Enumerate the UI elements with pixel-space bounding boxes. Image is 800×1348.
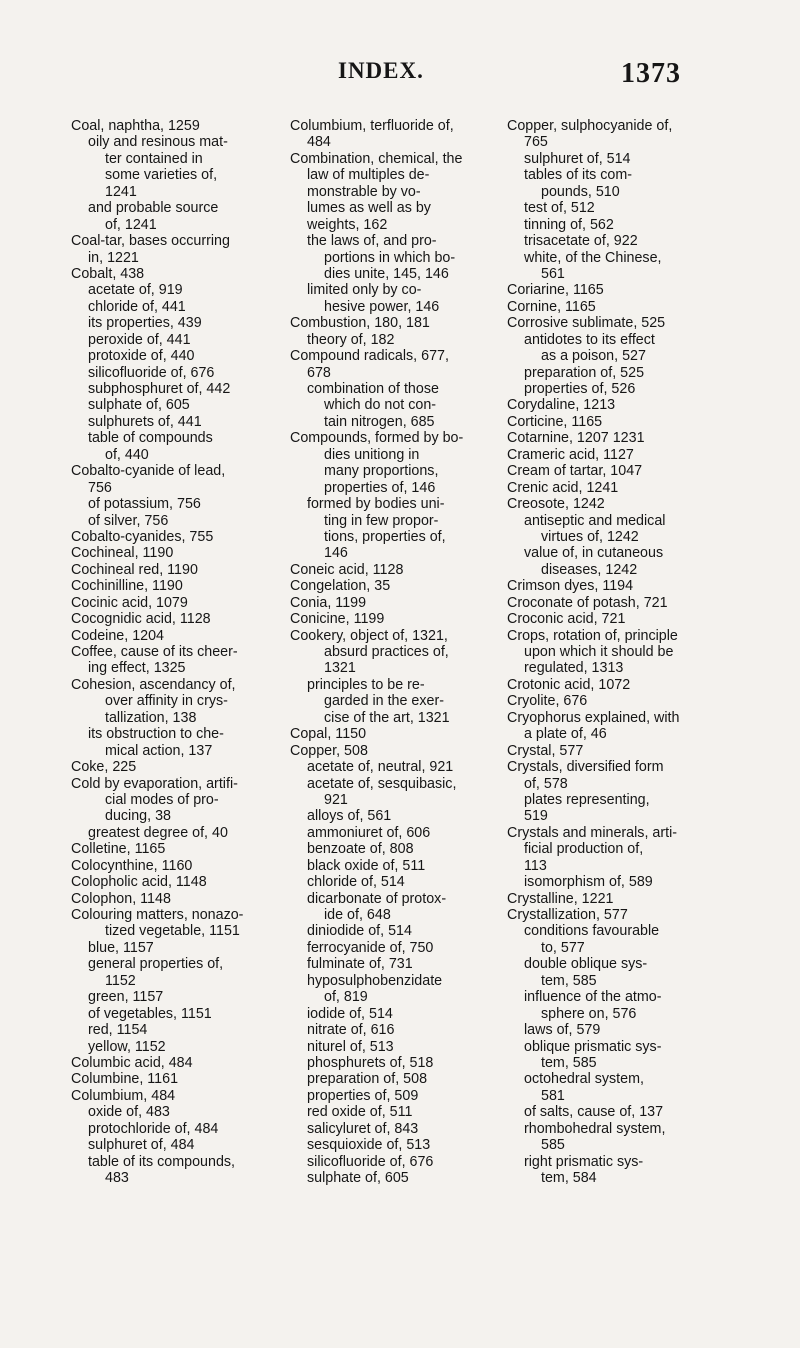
index-entry: hesive power, 146 bbox=[324, 298, 440, 315]
index-entry: tem, 584 bbox=[541, 1170, 597, 1186]
index-entry: in, 1221 bbox=[88, 249, 139, 266]
index-entry: Coriarine, 1165 bbox=[507, 282, 604, 299]
index-entry: dicarbonate of protox- bbox=[307, 890, 447, 907]
index-entry: as a poison, 527 bbox=[541, 348, 646, 365]
index-entry: Congelation, 35 bbox=[290, 578, 391, 595]
index-entry: ing effect, 1325 bbox=[88, 660, 186, 677]
index-entry: chloride of, 441 bbox=[88, 298, 186, 315]
index-entry: Columbine, 1161 bbox=[71, 1071, 179, 1088]
index-entry: 519 bbox=[524, 808, 548, 825]
index-entry: plates representing, bbox=[524, 791, 650, 808]
index-entry: Crimson dyes, 1194 bbox=[507, 578, 634, 595]
index-entry: sulphate of, 605 bbox=[307, 1170, 409, 1186]
index-entry: antidotes to its effect bbox=[524, 331, 655, 348]
index-entry: Colletine, 1165 bbox=[71, 841, 166, 858]
index-entry: antiseptic and medical bbox=[524, 512, 666, 529]
index-entry: monstrable by vo- bbox=[307, 183, 421, 200]
index-entry: portions in which bo- bbox=[324, 249, 456, 266]
index-entry: diseases, 1242 bbox=[541, 561, 638, 578]
index-entry: Copal, 1150 bbox=[290, 726, 367, 743]
index-entry: acetate of, neutral, 921 bbox=[307, 759, 454, 776]
index-entry: properties of, 526 bbox=[524, 381, 636, 397]
index-entry: double oblique sys- bbox=[524, 956, 648, 973]
index-entry: white, of the Chinese, bbox=[524, 249, 662, 266]
index-entry: ferrocyanide of, 750 bbox=[307, 939, 434, 956]
index-entry: ficial production of, bbox=[524, 841, 644, 858]
index-entry: a plate of, 46 bbox=[524, 726, 607, 743]
index-entry: Croconate of potash, 721 bbox=[507, 594, 668, 611]
index-entry: which do not con- bbox=[324, 397, 437, 414]
index-entry: Conicine, 1199 bbox=[290, 611, 385, 628]
index-entry: Crotonic acid, 1072 bbox=[507, 676, 631, 693]
index-entry: 561 bbox=[541, 265, 565, 282]
index-entry: dies unitiong in bbox=[324, 446, 420, 463]
index-entry: tions, properties of, bbox=[324, 528, 446, 545]
index-entry: test of, 512 bbox=[524, 200, 595, 217]
index-entry: theory of, 182 bbox=[307, 331, 395, 348]
index-entry: of, 1241 bbox=[105, 216, 157, 233]
index-entry: preparation of, 508 bbox=[307, 1071, 428, 1088]
index-entry: Cold by evaporation, artifi- bbox=[71, 775, 238, 792]
index-entry: iodide of, 514 bbox=[307, 1005, 393, 1022]
index-entry: Compounds, formed by bo- bbox=[290, 430, 464, 447]
index-entry: 483 bbox=[105, 1170, 129, 1186]
page-title: INDEX. bbox=[338, 58, 424, 83]
index-entry: law of multiples de- bbox=[307, 167, 430, 184]
index-entry: 1241 bbox=[105, 183, 137, 200]
index-entry: Cochineal, 1190 bbox=[71, 545, 174, 562]
index-entry: peroxide of, 441 bbox=[88, 331, 191, 348]
index-entry: combination of those bbox=[307, 381, 439, 397]
index-entry: over affinity in crys- bbox=[105, 693, 228, 710]
index-entry: properties of, 146 bbox=[324, 479, 436, 496]
index-entry: sulphuret of, 514 bbox=[524, 150, 631, 167]
index-entry: the laws of, and pro- bbox=[307, 233, 437, 250]
index-entry: of, 819 bbox=[324, 989, 368, 1006]
index-entry: Cocognidic acid, 1128 bbox=[71, 611, 211, 628]
index-entry: 585 bbox=[541, 1137, 565, 1154]
index-entry: acetate of, sesquibasic, bbox=[307, 775, 457, 792]
index-entry: greatest degree of, 40 bbox=[88, 824, 228, 841]
index-entry: table of compounds bbox=[88, 430, 213, 447]
index-entry: sulphate of, 605 bbox=[88, 397, 190, 414]
index-entry: lumes as well as by bbox=[307, 200, 431, 217]
index-entry: of vegetables, 1151 bbox=[88, 1005, 212, 1022]
index-entry: Colophon, 1148 bbox=[71, 890, 171, 907]
index-entry: influence of the atmo- bbox=[524, 989, 662, 1006]
index-entry: many proportions, bbox=[324, 463, 439, 480]
index-column-3 bbox=[507, 118, 702, 1186]
index-entry: silicofluoride of, 676 bbox=[307, 1153, 434, 1170]
index-entry: phosphurets of, 518 bbox=[307, 1054, 434, 1071]
index-entry: its properties, 439 bbox=[88, 315, 202, 332]
index-entry: Cochineal red, 1190 bbox=[71, 561, 198, 578]
index-entry: Columbium, 484 bbox=[71, 1087, 176, 1104]
index-entry: red oxide of, 511 bbox=[307, 1104, 413, 1121]
index-entry: Corydaline, 1213 bbox=[507, 397, 616, 414]
index-entry: tem, 585 bbox=[541, 1054, 597, 1071]
index-entry: formed by bodies uni- bbox=[307, 496, 445, 513]
index-entry: subphosphuret of, 442 bbox=[88, 381, 231, 397]
index-entry: 1152 bbox=[105, 972, 136, 989]
index-entry: its obstruction to che- bbox=[88, 726, 224, 743]
index-entry: tinning of, 562 bbox=[524, 216, 614, 233]
index-entry: tables of its com- bbox=[524, 167, 633, 184]
index-entry: tain nitrogen, 685 bbox=[324, 413, 435, 430]
index-entry: laws of, 579 bbox=[524, 1022, 601, 1039]
index-entry: 756 bbox=[88, 479, 112, 496]
index-entry: right prismatic sys- bbox=[524, 1153, 644, 1170]
index-entry: ammoniuret of, 606 bbox=[307, 824, 431, 841]
index-entry: protoxide of, 440 bbox=[88, 348, 195, 365]
index-entry: 1321 bbox=[324, 660, 356, 677]
index-entry: virtues of, 1242 bbox=[541, 528, 639, 545]
index-entry: tized vegetable, 1151 bbox=[105, 923, 240, 940]
index-entry: Coal-tar, bases occurring bbox=[71, 233, 230, 250]
index-entry: preparation of, 525 bbox=[524, 364, 645, 381]
index-entry: sesquioxide of, 513 bbox=[307, 1137, 431, 1154]
index-entry: Codeine, 1204 bbox=[71, 627, 165, 644]
index-entry: 678 bbox=[307, 364, 331, 381]
index-entry: black oxide of, 511 bbox=[307, 857, 426, 874]
index-entry: Cohesion, ascendancy of, bbox=[71, 676, 236, 693]
index-entry: blue, 1157 bbox=[88, 939, 154, 956]
index-entry: Colouring matters, nonazo- bbox=[71, 907, 244, 923]
index-entry: cise of the art, 1321 bbox=[324, 709, 450, 726]
index-entry: Columbium, terfluoride of, bbox=[290, 118, 454, 134]
index-entry: ducing, 38 bbox=[105, 808, 171, 825]
index-entry: Corticine, 1165 bbox=[507, 413, 603, 430]
index-entry: Cobalt, 438 bbox=[71, 265, 145, 282]
index-entry: sulphurets of, 441 bbox=[88, 413, 202, 430]
index-entry: benzoate of, 808 bbox=[307, 841, 414, 858]
index-entry: Cotarnine, 1207 1231 bbox=[507, 430, 645, 447]
index-entry: and probable source bbox=[88, 200, 219, 217]
index-column-2 bbox=[290, 118, 485, 1186]
index-entry: acetate of, 919 bbox=[88, 282, 183, 299]
index-entry: octohedral system, bbox=[524, 1071, 644, 1088]
index-entry: value of, in cutaneous bbox=[524, 545, 664, 562]
index-entry: Crameric acid, 1127 bbox=[507, 446, 634, 463]
index-entry: Coal, naphtha, 1259 bbox=[71, 118, 200, 134]
index-entry: cial modes of pro- bbox=[105, 791, 219, 808]
index-entry: to, 577 bbox=[541, 939, 585, 956]
index-entry: 581 bbox=[541, 1087, 565, 1104]
index-entry: weights, 162 bbox=[307, 216, 388, 233]
index-entry: Cocinic acid, 1079 bbox=[71, 594, 188, 611]
index-entry: Creosote, 1242 bbox=[507, 496, 605, 513]
index-entry: 113 bbox=[524, 857, 547, 874]
index-entry: trisacetate of, 922 bbox=[524, 233, 638, 250]
index-entry: of, 578 bbox=[524, 775, 568, 792]
index-entry: Cobalto-cyanides, 755 bbox=[71, 528, 214, 545]
index-entry: yellow, 1152 bbox=[88, 1038, 166, 1055]
index-entry: Crystals and minerals, arti- bbox=[507, 824, 678, 841]
index-entry: regulated, 1313 bbox=[524, 660, 624, 677]
index-entry: Cobalto-cyanide of lead, bbox=[71, 463, 226, 480]
index-entry: ting in few propor- bbox=[324, 512, 439, 529]
index-entry: upon which it should be bbox=[524, 644, 674, 660]
index-entry: 765 bbox=[524, 134, 548, 151]
index-entry: Crystalline, 1221 bbox=[507, 890, 614, 907]
page-header bbox=[0, 58, 800, 98]
index-entry: red, 1154 bbox=[88, 1022, 148, 1039]
index-entry: ter contained in bbox=[105, 150, 203, 167]
index-entry: sulphuret of, 484 bbox=[88, 1137, 195, 1154]
index-entry: Crystallization, 577 bbox=[507, 907, 628, 923]
index-entry: Crops, rotation of, principle bbox=[507, 627, 678, 644]
index-entry: Crenic acid, 1241 bbox=[507, 479, 619, 496]
index-entry: niturel of, 513 bbox=[307, 1038, 394, 1055]
index-entry: Crystals, diversified form bbox=[507, 759, 664, 776]
index-entry: mical action, 137 bbox=[105, 742, 213, 759]
index-entry: Coke, 225 bbox=[71, 759, 137, 776]
index-entry: Cochinilline, 1190 bbox=[71, 578, 183, 595]
index-entry: Colopholic acid, 1148 bbox=[71, 874, 207, 891]
index-entry: Coneic acid, 1128 bbox=[290, 561, 404, 578]
index-entry: oblique prismatic sys- bbox=[524, 1038, 662, 1055]
index-entry: of, 440 bbox=[105, 446, 149, 463]
index-entry: Croconic acid, 721 bbox=[507, 611, 626, 628]
index-entry: limited only by co- bbox=[307, 282, 422, 299]
index-entry: tem, 585 bbox=[541, 972, 597, 989]
index-entry: Crystal, 577 bbox=[507, 742, 584, 759]
index-entry: Combination, chemical, the bbox=[290, 150, 463, 167]
index-entry: Corrosive sublimate, 525 bbox=[507, 315, 666, 332]
index-entry: oxide of, 483 bbox=[88, 1104, 170, 1121]
index-entry: conditions favourable bbox=[524, 923, 660, 940]
index-entry: diniodide of, 514 bbox=[307, 923, 412, 940]
index-entry: 146 bbox=[324, 545, 348, 562]
index-entry: Columbic acid, 484 bbox=[71, 1054, 193, 1071]
index-entry: principles to be re- bbox=[307, 676, 425, 693]
index-entry: dies unite, 145, 146 bbox=[324, 265, 449, 282]
index-entry: of silver, 756 bbox=[88, 512, 169, 529]
index-entry: Coffee, cause of its cheer- bbox=[71, 644, 238, 660]
index-entry: Cryolite, 676 bbox=[507, 693, 588, 710]
index-entry: 484 bbox=[307, 134, 331, 151]
index-entry: Cream of tartar, 1047 bbox=[507, 463, 643, 480]
index-entry: alloys of, 561 bbox=[307, 808, 392, 825]
index-entry: silicofluoride of, 676 bbox=[88, 364, 215, 381]
index-entry: Combustion, 180, 181 bbox=[290, 315, 430, 332]
index-entry: tallization, 138 bbox=[105, 709, 197, 726]
index-entry: 921 bbox=[324, 791, 348, 808]
index-entry: pounds, 510 bbox=[541, 183, 620, 200]
index-entry: some varieties of, bbox=[105, 167, 218, 184]
index-entry: garded in the exer- bbox=[324, 693, 445, 710]
index-entry: general properties of, bbox=[88, 956, 224, 973]
index-entry: rhombohedral system, bbox=[524, 1120, 666, 1137]
index-entry: sphere on, 576 bbox=[541, 1005, 637, 1022]
index-entry: green, 1157 bbox=[88, 989, 164, 1006]
index-column-1 bbox=[71, 118, 266, 1186]
index-entry: Cornine, 1165 bbox=[507, 298, 596, 315]
index-entry: hyposulphobenzidate bbox=[307, 972, 443, 989]
index-entry: isomorphism of, 589 bbox=[524, 874, 653, 891]
index-entry: salicyluret of, 843 bbox=[307, 1120, 419, 1137]
index-entry: oily and resinous mat- bbox=[88, 134, 228, 151]
index-entry: nitrate of, 616 bbox=[307, 1022, 395, 1039]
index-entry: Copper, sulphocyanide of, bbox=[507, 118, 673, 134]
index-entry: Copper, 508 bbox=[290, 742, 368, 759]
index-entry: of salts, cause of, 137 bbox=[524, 1104, 664, 1121]
index-entry: Compound radicals, 677, bbox=[290, 348, 449, 365]
index-entry: absurd practices of, bbox=[324, 644, 449, 660]
index-entry: of potassium, 756 bbox=[88, 496, 201, 513]
page-number: 1373 bbox=[621, 58, 681, 89]
index-entry: fulminate of, 731 bbox=[307, 956, 413, 973]
index-entry: chloride of, 514 bbox=[307, 874, 405, 891]
index-entry: Conia, 1199 bbox=[290, 594, 367, 611]
index-entry: Colocynthine, 1160 bbox=[71, 857, 193, 874]
index-entry: ide of, 648 bbox=[324, 907, 391, 923]
index-entry: Cookery, object of, 1321, bbox=[290, 627, 448, 644]
index-entry: properties of, 509 bbox=[307, 1087, 419, 1104]
index-entry: protochloride of, 484 bbox=[88, 1120, 219, 1137]
index-entry: table of its compounds, bbox=[88, 1153, 236, 1170]
index-entry: Cryophorus explained, with bbox=[507, 709, 680, 726]
